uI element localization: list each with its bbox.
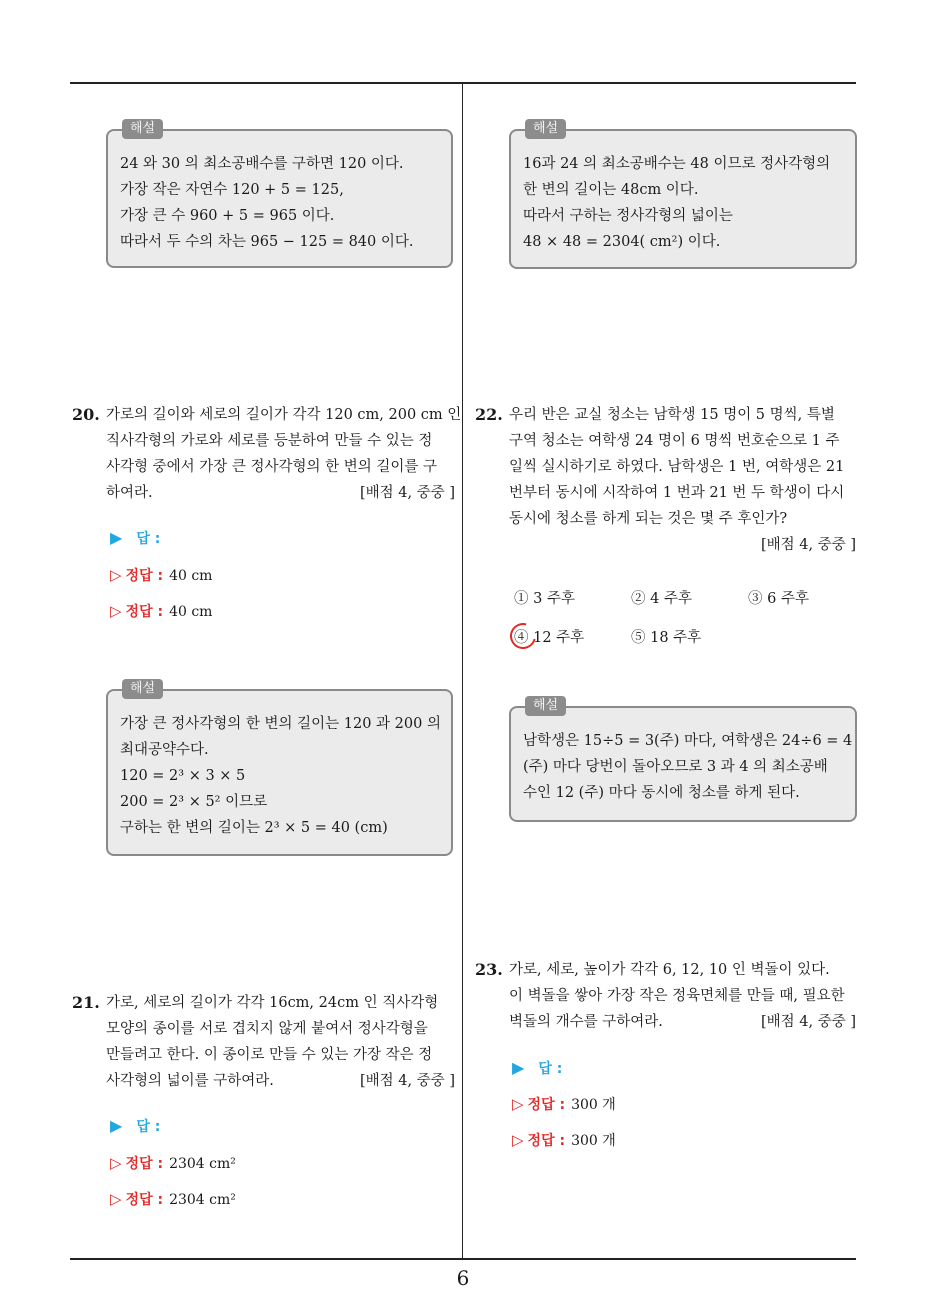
question-line: 사각형 중에서 가장 큰 정사각형의 한 변의 길이를 구: [106, 459, 438, 475]
correct-label: 정답 :: [527, 1097, 566, 1113]
correct-label: 정답 :: [125, 604, 164, 620]
explanation-tag: 해설: [122, 119, 163, 139]
play-icon: ▶: [110, 1116, 123, 1135]
column-divider: [462, 82, 463, 1260]
explanation-line: 24 와 30 의 최소공배수를 구하면 120 이다.: [120, 156, 404, 172]
explanation-line: 48 × 48 = 2304( cm²) 이다.: [523, 234, 721, 250]
question-line: 사각형의 넓이를 구하여라.: [106, 1073, 274, 1089]
question-line: 동시에 청소를 하게 되는 것은 몇 주 후인가?: [509, 511, 788, 527]
answer-value: 40 cm: [169, 604, 213, 620]
outline-play-icon: ▷: [110, 1190, 122, 1208]
explanation-line: 따라서 두 수의 차는 965 − 125 = 840 이다.: [120, 234, 414, 250]
points-label: [배점 4, 중중 ]: [760, 1014, 856, 1030]
correct-answer-row: [110, 1153, 236, 1174]
page-number: 6: [456, 1266, 470, 1290]
play-icon: ▶: [512, 1058, 525, 1077]
correct-label: 정답 :: [527, 1133, 566, 1149]
explanation-line: 가장 큰 수 960 + 5 = 965 이다.: [120, 208, 335, 224]
question-23: [475, 957, 856, 1035]
question-line: 일씩 실시하기로 하였다. 남학생은 1 번, 여학생은 21: [509, 459, 845, 475]
explanation-line: 200 = 2³ × 5² 이므로: [120, 794, 268, 810]
outline-play-icon: ▷: [512, 1131, 524, 1149]
outline-play-icon: ▷: [110, 1154, 122, 1172]
top-rule: [70, 82, 856, 84]
explanation-line: 최대공약수다.: [120, 742, 209, 758]
explanation-tag: 해설: [122, 679, 163, 699]
question-number: 22.: [475, 405, 503, 424]
question-line: 가로, 세로, 높이가 각각 6, 12, 10 인 벽돌이 있다.: [509, 962, 830, 978]
question-number: 20.: [72, 405, 100, 424]
explanation-line: 가장 작은 자연수 120 + 5 = 125,: [120, 182, 344, 198]
choice-4[interactable]: ④ 12 주후: [514, 630, 585, 646]
question-line: 가로의 길이와 세로의 길이가 각각 120 cm, 200 cm 인: [106, 407, 462, 423]
question-line: 직사각형의 가로와 세로를 등분하여 만들 수 있는 정: [106, 433, 433, 449]
correct-answer-row: [512, 1130, 616, 1151]
correct-answer-row: [512, 1094, 616, 1115]
points-label: [배점 4, 중중 ]: [359, 485, 455, 501]
correct-label: 정답 :: [125, 1156, 164, 1172]
question-line: 우리 반은 교실 청소는 남학생 15 명이 5 명씩, 특별: [509, 407, 835, 423]
answer-value: 300 개: [571, 1097, 616, 1113]
choice-2[interactable]: ② 4 주후: [631, 591, 692, 607]
outline-play-icon: ▷: [110, 602, 122, 620]
points-label: [배점 4, 중중 ]: [359, 1073, 455, 1089]
explanation-line: 가장 큰 정사각형의 한 변의 길이는 120 과 200 의: [120, 716, 441, 732]
explanation-line: 따라서 구하는 정사각형의 넓이는: [523, 208, 733, 224]
answer-row: [110, 528, 160, 549]
explanation-line: 수인 12 (주) 마다 동시에 청소를 하게 된다.: [523, 785, 800, 801]
explanation-line: 120 = 2³ × 3 × 5: [120, 768, 246, 784]
correct-answer-row: [110, 565, 212, 586]
correct-answer-row: [110, 1189, 236, 1210]
answer-label: 답 :: [538, 1061, 563, 1077]
question-line: 하여라.: [106, 485, 153, 501]
question-number: 23.: [475, 960, 503, 979]
explanation-line: 구하는 한 변의 길이는 2³ × 5 = 40 (cm): [120, 820, 388, 836]
answer-row: [512, 1058, 562, 1079]
question-22: [475, 402, 856, 558]
answer-value: 300 개: [571, 1133, 616, 1149]
answer-label: 답 :: [136, 531, 161, 547]
play-icon: ▶: [110, 528, 123, 547]
question-line: 벽돌의 개수를 구하여라.: [509, 1014, 663, 1030]
question-line: 번부터 동시에 시작하여 1 번과 21 번 두 학생이 다시: [509, 485, 845, 501]
choice-5[interactable]: ⑤ 18 주후: [631, 630, 702, 646]
answer-value: 2304 cm²: [169, 1192, 236, 1208]
question-20: [72, 402, 462, 506]
explanation-box-q19: [106, 121, 453, 268]
question-line: 가로, 세로의 길이가 각각 16cm, 24cm 인 직사각형: [106, 995, 439, 1011]
explanation-box-right-top: [509, 121, 857, 269]
answer-row: [110, 1116, 160, 1137]
question-line: 이 벽돌을 쌓아 가장 작은 정육면체를 만들 때, 필요한: [509, 988, 845, 1004]
question-number: 21.: [72, 993, 100, 1012]
correct-label: 정답 :: [125, 1192, 164, 1208]
bottom-rule: [70, 1258, 856, 1260]
explanation-box-q22: [509, 698, 857, 822]
selected-circle-mark: [505, 618, 541, 654]
choice-3[interactable]: ③ 6 주후: [748, 591, 809, 607]
question-21: [72, 990, 455, 1094]
question-line: 구역 청소는 여학생 24 명이 6 명씩 번호순으로 1 주: [509, 433, 840, 449]
explanation-tag: 해설: [525, 696, 566, 716]
explanation-line: 남학생은 15÷5 = 3(주) 마다, 여학생은 24÷6 = 4: [523, 733, 853, 749]
explanation-line: 16과 24 의 최소공배수는 48 이므로 정사각형의: [523, 156, 831, 172]
explanation-box-q20: [106, 681, 453, 856]
answer-label: 답 :: [136, 1119, 161, 1135]
explanation-line: (주) 마다 당번이 돌아오므로 3 과 4 의 최소공배: [523, 759, 828, 775]
question-line: 모양의 종이를 서로 겹치지 않게 붙여서 정사각형을: [106, 1021, 428, 1037]
correct-label: 정답 :: [125, 568, 164, 584]
question-line: 만들려고 한다. 이 종이로 만들 수 있는 가장 작은 정: [106, 1047, 433, 1063]
answer-value: 2304 cm²: [169, 1156, 236, 1172]
correct-answer-row: [110, 601, 212, 622]
points-label: [배점 4, 중중 ]: [760, 537, 856, 553]
explanation-line: 한 변의 길이는 48cm 이다.: [523, 182, 699, 198]
explanation-tag: 해설: [525, 119, 566, 139]
choice-1[interactable]: ① 3 주후: [514, 591, 575, 607]
outline-play-icon: ▷: [512, 1095, 524, 1113]
answer-value: 40 cm: [169, 568, 213, 584]
outline-play-icon: ▷: [110, 566, 122, 584]
